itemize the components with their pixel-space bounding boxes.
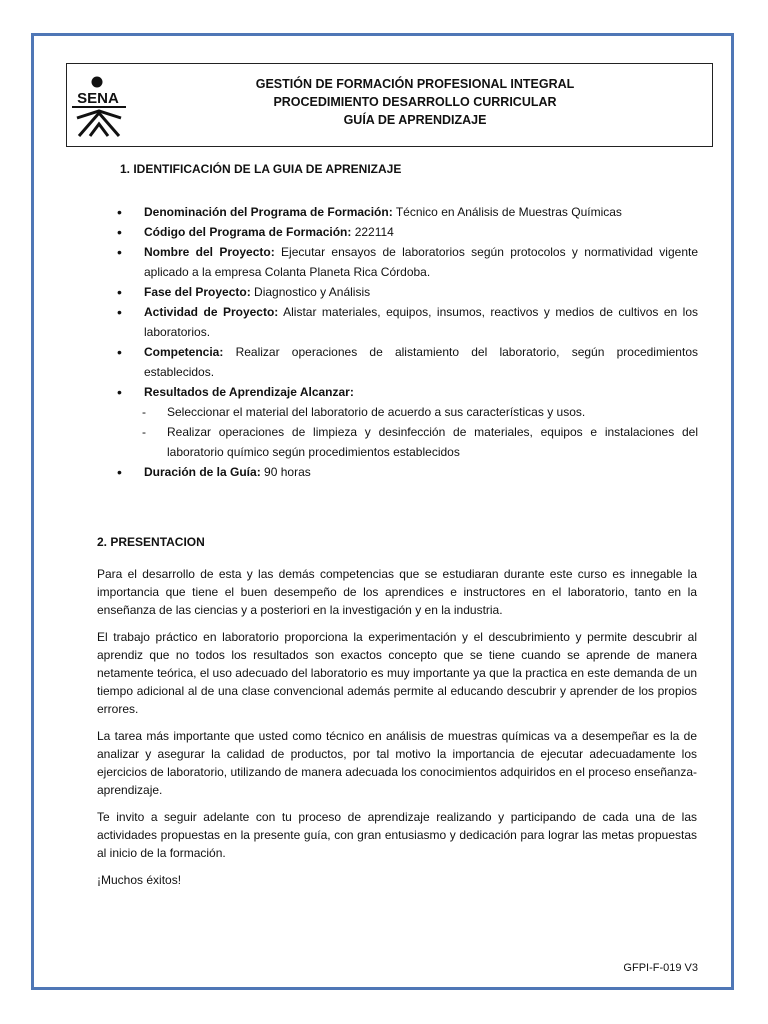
header-line-1: GESTIÓN DE FORMACIÓN PROFESIONAL INTEGRAL [255,77,575,91]
paragraph: El trabajo práctico en laboratorio proporciona la experimentación y el descubrimiento y permite descubrir al aprendiz que no todos los resultados son exactos concepto que se tiene cuando se aprende de manera netamente teórica, el uso adecuado del laboratorio es muy importante ya que la practica en este demanda de un tiempo adicional al de una clase convencional además permite al educando descubrir y aprender de los propios errores. [97,630,697,716]
identification-list [115,202,698,482]
list-item: • Resultados de Aprendizaje Alcanzar: - Seleccionar el material del laboratorio de acuerdo a sus características y usos. - Realizar operaciones de limpieza y desinfección de materiales, equipos e instalaciones del laboratorio químico según procedimientos establecidos [115,382,698,462]
result-item: - Realizar operaciones de limpieza y desinfección de materiales, equipos e instalaciones del laboratorio químico según procedimientos establecidos [144,422,698,462]
list-item: • Duración de la Guía: 90 horas [115,462,698,482]
section-2-title: 2. PRESENTACION [97,535,205,549]
svg-text:SENA: SENA [77,90,119,107]
paragraph: Te invito a seguir adelante con tu proceso de aprendizaje realizando y participando de cada una de las actividades propuestas en la presente guía, con gran entusiasmo y dedicación para lograr las metas propuestas al inicio de la formación. [97,810,697,860]
header-line-2: PROCEDIMIENTO DESARROLLO CURRICULAR [273,95,557,109]
form-code: GFPI-F-019 V3 [623,962,698,974]
sena-logo [68,74,130,138]
section-1-title: 1. IDENTIFICACIÓN DE LA GUIA DE APRENIZAJE [120,162,402,176]
paragraph: La tarea más importante que usted como técnico en análisis de muestras químicas va a desempeñar es la de analizar y asegurar la calidad de productos, por tal motivo la importancia de ejecutar adecuadamente los ejercicios de laboratorio, utilizando de manera adecuada los conocimientos adquiridos en el proceso enseñanza-aprendizaje. [97,729,697,797]
list-item: • Denominación del Programa de Formación: Técnico en Análisis de Muestras Químicas [115,202,698,222]
document-header [130,75,700,129]
header-line-3: GUÍA DE APRENDIZAJE [343,113,487,127]
list-item: • Competencia: Realizar operaciones de alistamiento del laboratorio, según procedimientos establecidos. [115,342,698,382]
presentation-body [97,565,697,898]
results-sublist [144,402,698,462]
list-item: • Fase del Proyecto: Diagnostico y Análisis [115,282,698,302]
list-item: • Código del Programa de Formación: 222114 [115,222,698,242]
result-item: - Seleccionar el material del laboratorio de acuerdo a sus características y usos. [144,402,698,422]
list-item: • Nombre del Proyecto: Ejecutar ensayos de laboratorios según protocolos y normatividad vigente aplicado a la empresa Colanta Planeta Rica Córdoba. [115,242,698,282]
list-item: • Actividad de Proyecto: Alistar materiales, equipos, insumos, reactivos y medios de cultivos en los laboratorios. [115,302,698,342]
paragraph: ¡Muchos éxitos! [97,873,182,887]
paragraph: Para el desarrollo de esta y las demás competencias que se estudiaran durante este curso es innegable la importancia que tiene el buen desempeño de los aprendices e instructores en el laboratorio, tanto en la enseñanza de las ciencias y a posteriori en la investigación y en la industria. [97,567,697,617]
